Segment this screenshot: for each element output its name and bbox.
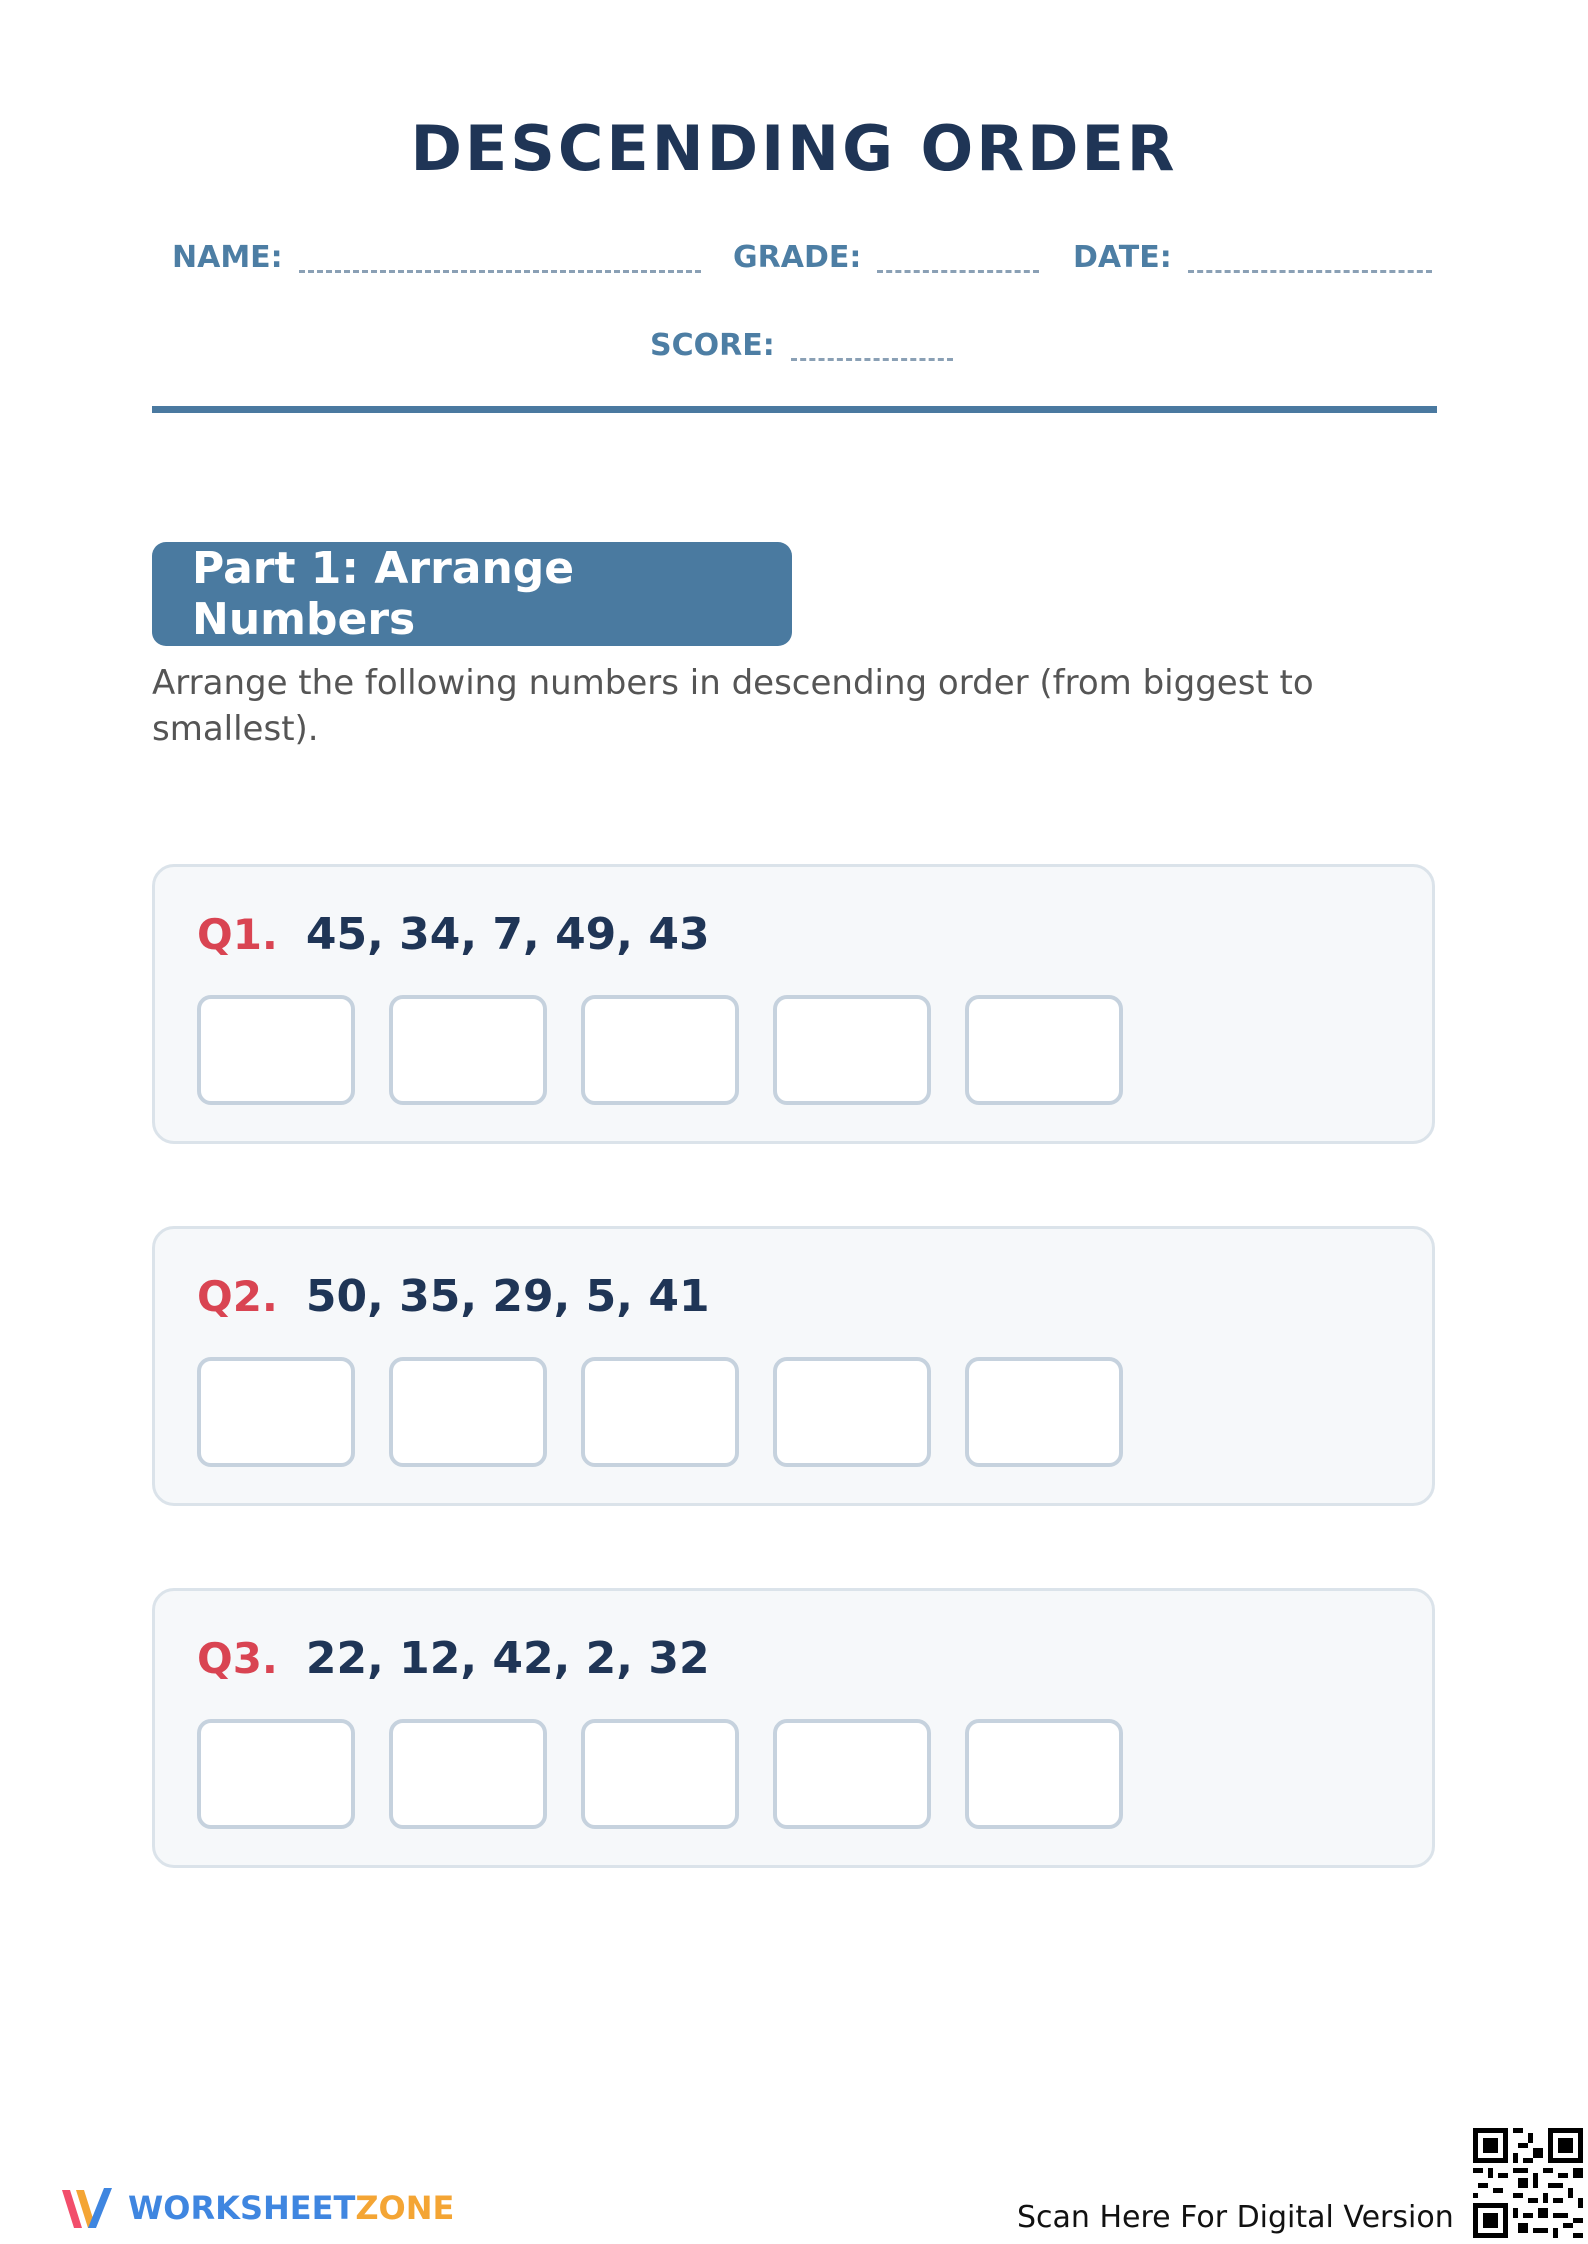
score-label: SCORE: — [650, 328, 775, 363]
question-card-q2 — [152, 1226, 1435, 1506]
brand-name — [128, 2189, 454, 2227]
answer-box[interactable] — [581, 995, 739, 1105]
question-label: Q3. — [197, 1634, 278, 1683]
answer-box[interactable] — [965, 1719, 1123, 1829]
date-blank[interactable] — [1188, 269, 1432, 273]
date-field[interactable] — [1073, 240, 1432, 275]
answer-box[interactable] — [773, 995, 931, 1105]
name-label: NAME: — [172, 240, 283, 275]
name-field[interactable] — [172, 240, 701, 275]
question-card-q3 — [152, 1588, 1435, 1868]
grade-field[interactable] — [733, 240, 1039, 275]
worksheetzone-logo — [58, 2182, 454, 2234]
qr-code-icon[interactable] — [1473, 2128, 1583, 2238]
part1-instructions: Arrange the following numbers in descending order (from biggest to smallest). — [152, 663, 1314, 749]
answer-box[interactable] — [965, 1357, 1123, 1467]
question-label: Q1. — [197, 910, 278, 959]
worksheetzone-logo-icon — [58, 2182, 116, 2234]
answer-box[interactable] — [965, 995, 1123, 1105]
brand-name-part2: ZONE — [355, 2189, 455, 2227]
part1-header: Part 1: Arrange Numbers — [152, 542, 792, 646]
question-numbers: 50, 35, 29, 5, 41 — [305, 1271, 710, 1322]
header-divider — [152, 406, 1437, 413]
scan-caption: Scan Here For Digital Version — [1017, 2200, 1454, 2235]
answer-box[interactable] — [389, 995, 547, 1105]
answer-boxes — [197, 1719, 1157, 1829]
question-label: Q2. — [197, 1272, 278, 1321]
answer-box[interactable] — [389, 1357, 547, 1467]
grade-blank[interactable] — [877, 269, 1039, 273]
answer-box[interactable] — [197, 995, 355, 1105]
worksheet-title: DESCENDING ORDER — [410, 112, 1178, 185]
answer-box[interactable] — [773, 1357, 931, 1467]
date-label: DATE: — [1073, 240, 1172, 275]
answer-box[interactable] — [581, 1719, 739, 1829]
answer-boxes — [197, 995, 1157, 1105]
brand-name-part1: WORKSHEET — [128, 2189, 356, 2227]
answer-box[interactable] — [389, 1719, 547, 1829]
question-numbers: 45, 34, 7, 49, 43 — [305, 909, 710, 960]
question-card-q1 — [152, 864, 1435, 1144]
answer-boxes — [197, 1357, 1157, 1467]
answer-box[interactable] — [197, 1719, 355, 1829]
answer-box[interactable] — [581, 1357, 739, 1467]
question-numbers: 22, 12, 42, 2, 32 — [305, 1633, 710, 1684]
grade-label: GRADE: — [733, 240, 862, 275]
score-field[interactable] — [650, 328, 953, 363]
name-blank[interactable] — [299, 269, 701, 273]
score-blank[interactable] — [791, 357, 953, 361]
answer-box[interactable] — [773, 1719, 931, 1829]
answer-box[interactable] — [197, 1357, 355, 1467]
